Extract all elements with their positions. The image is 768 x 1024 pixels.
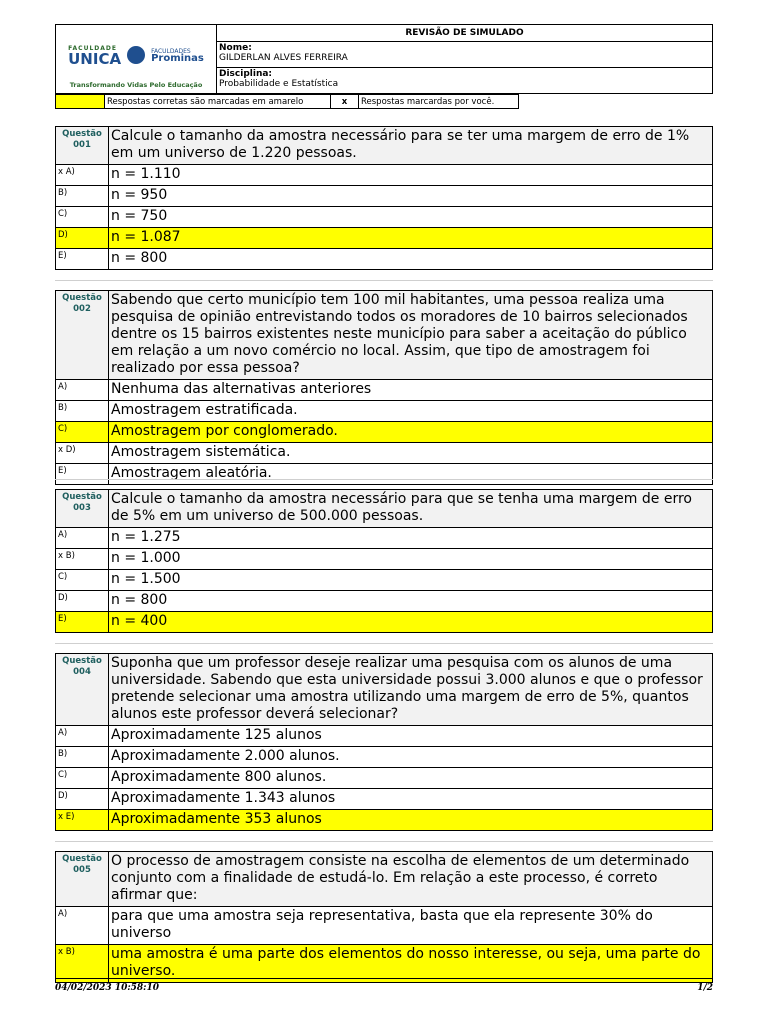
option-letter: D)	[56, 228, 109, 249]
option-letter: D)	[56, 789, 109, 810]
legend	[55, 94, 519, 109]
question-stem: Suponha que um professor deseje realizar uma pesquisa com os alunos de uma universidade. Sabendo que esta universidade possui 3.000 alunos e que o professor pretende selecionar uma amostra utilizando uma margem de erro de 5%, quantos alunos este professor deverá selecionar?	[109, 654, 713, 726]
option-text: Nenhuma das alternativas anteriores	[109, 380, 713, 401]
logo-slogan: Transformando Vidas Pelo Educação	[69, 81, 203, 89]
option-text: Amostragem aleatória.	[109, 464, 713, 485]
option-row[interactable]	[56, 789, 713, 810]
question-card	[55, 851, 713, 983]
option-letter: x B)	[56, 549, 109, 570]
option-text: n = 1.000	[109, 549, 713, 570]
option-row-correct[interactable]	[56, 810, 713, 831]
question-stem: Calcule o tamanho da amostra necessário para que se tenha uma margem de erro de 5% em um universo de 500.000 pessoas.	[109, 490, 713, 528]
name-label: Nome:	[219, 43, 252, 53]
legend-yellow-swatch	[56, 95, 105, 109]
question-number: Questão 004	[56, 654, 109, 726]
header-table	[55, 24, 713, 94]
option-letter: B)	[56, 186, 109, 207]
question-card	[55, 489, 713, 633]
legend-marked-text: Respostas marcardas por você.	[359, 95, 519, 109]
option-row-correct[interactable]	[56, 422, 713, 443]
option-letter: C)	[56, 768, 109, 789]
option-text: Amostragem sistemática.	[109, 443, 713, 464]
name-value: GILDERLAN ALVES FERREIRA	[219, 53, 348, 63]
question-number: Questão 002	[56, 291, 109, 380]
option-letter: E)	[56, 464, 109, 485]
option-text: uma amostra é uma parte dos elementos do nosso interesse, ou seja, uma parte do universo.	[109, 945, 713, 983]
option-row[interactable]	[56, 207, 713, 228]
option-text: n = 1.275	[109, 528, 713, 549]
page-title: REVISÃO DE SIMULADO	[217, 25, 713, 42]
option-text: Aproximadamente 1.343 alunos	[109, 789, 713, 810]
globe-icon	[127, 46, 145, 64]
option-row[interactable]	[56, 768, 713, 789]
divider	[55, 280, 713, 281]
option-letter: A)	[56, 380, 109, 401]
option-letter: B)	[56, 401, 109, 422]
option-row[interactable]	[56, 570, 713, 591]
option-text: n = 1.500	[109, 570, 713, 591]
option-text: Amostragem estratificada.	[109, 401, 713, 422]
option-text: Aproximadamente 800 alunos.	[109, 768, 713, 789]
option-text: n = 950	[109, 186, 713, 207]
option-row-correct[interactable]	[56, 945, 713, 983]
option-row[interactable]	[56, 443, 713, 464]
option-row[interactable]	[56, 464, 713, 485]
option-text: Aproximadamente 125 alunos	[109, 726, 713, 747]
option-row[interactable]	[56, 528, 713, 549]
question-number: Questão 003	[56, 490, 109, 528]
option-letter: C)	[56, 422, 109, 443]
option-row[interactable]	[56, 401, 713, 422]
question-stem: Calcule o tamanho da amostra necessário para se ter uma margem de erro de 1% em um universo de 1.220 pessoas.	[109, 127, 713, 165]
option-text: Aproximadamente 353 alunos	[109, 810, 713, 831]
option-text: n = 750	[109, 207, 713, 228]
option-letter: A)	[56, 726, 109, 747]
question-number: Questão 005	[56, 852, 109, 907]
footer-page-number: 1/2	[697, 983, 713, 993]
question-stem: O processo de amostragem consiste na escolha de elementos de um determinado conjunto com a finalidade de estudá-lo. Em relação a este processo, é correto afirmar que:	[109, 852, 713, 907]
option-text: para que uma amostra seja representativa, basta que ela represente 30% do universo	[109, 907, 713, 945]
question-card	[55, 126, 713, 270]
option-row[interactable]	[56, 747, 713, 768]
option-text: n = 800	[109, 249, 713, 270]
option-letter: B)	[56, 747, 109, 768]
discipline-cell	[217, 68, 713, 94]
option-text: Amostragem por conglomerado.	[109, 422, 713, 443]
option-letter: D)	[56, 591, 109, 612]
question-card	[55, 290, 713, 485]
option-letter: E)	[56, 612, 109, 633]
option-row[interactable]	[56, 907, 713, 945]
option-row[interactable]	[56, 186, 713, 207]
option-letter: A)	[56, 907, 109, 945]
option-letter: x D)	[56, 443, 109, 464]
question-number: Questão 001	[56, 127, 109, 165]
page-footer	[55, 978, 713, 993]
option-letter: C)	[56, 207, 109, 228]
name-cell	[217, 42, 713, 68]
question-card	[55, 653, 713, 831]
option-text: n = 800	[109, 591, 713, 612]
option-row[interactable]	[56, 591, 713, 612]
option-row[interactable]	[56, 549, 713, 570]
option-letter: x E)	[56, 810, 109, 831]
option-row-correct[interactable]	[56, 612, 713, 633]
option-letter: x B)	[56, 945, 109, 983]
divider	[55, 841, 713, 842]
option-letter: C)	[56, 570, 109, 591]
option-row[interactable]	[56, 249, 713, 270]
logo-unica-text: UNICA	[68, 49, 122, 68]
logo-prominas-text: Prominas	[151, 52, 204, 64]
option-text: n = 1.087	[109, 228, 713, 249]
legend-correct-text: Respostas corretas são marcadas em amarelo	[105, 95, 331, 109]
option-text: Aproximadamente 2.000 alunos.	[109, 747, 713, 768]
institution-logo	[56, 25, 217, 94]
divider	[55, 479, 713, 480]
footer-timestamp: 04/02/2023 10:58:10	[55, 983, 160, 993]
option-letter: E)	[56, 249, 109, 270]
option-row[interactable]	[56, 165, 713, 186]
discipline-label: Disciplina:	[219, 69, 273, 79]
discipline-value: Probabilidade e Estatística	[219, 79, 339, 89]
option-row[interactable]	[56, 726, 713, 747]
option-row[interactable]	[56, 380, 713, 401]
question-stem: Sabendo que certo município tem 100 mil habitantes, uma pessoa realiza uma pesquisa de opinião entrevistando todos os moradores de 10 bairros selecionados dentre os 15 bairros existentes neste município para saber a aceitação do público em relação a um novo comércio no local. Assim, que tipo de amostragem foi realizado por essa pessoa?	[109, 291, 713, 380]
option-text: n = 400	[109, 612, 713, 633]
logo-faculdades-text: FACULDADES	[151, 47, 191, 55]
logo-faculdade-text: FACULDADE	[68, 44, 117, 52]
divider	[55, 643, 713, 644]
legend-mark: x	[331, 95, 359, 109]
option-letter: x A)	[56, 165, 109, 186]
option-row-correct[interactable]	[56, 228, 713, 249]
option-text: n = 1.110	[109, 165, 713, 186]
option-letter: A)	[56, 528, 109, 549]
